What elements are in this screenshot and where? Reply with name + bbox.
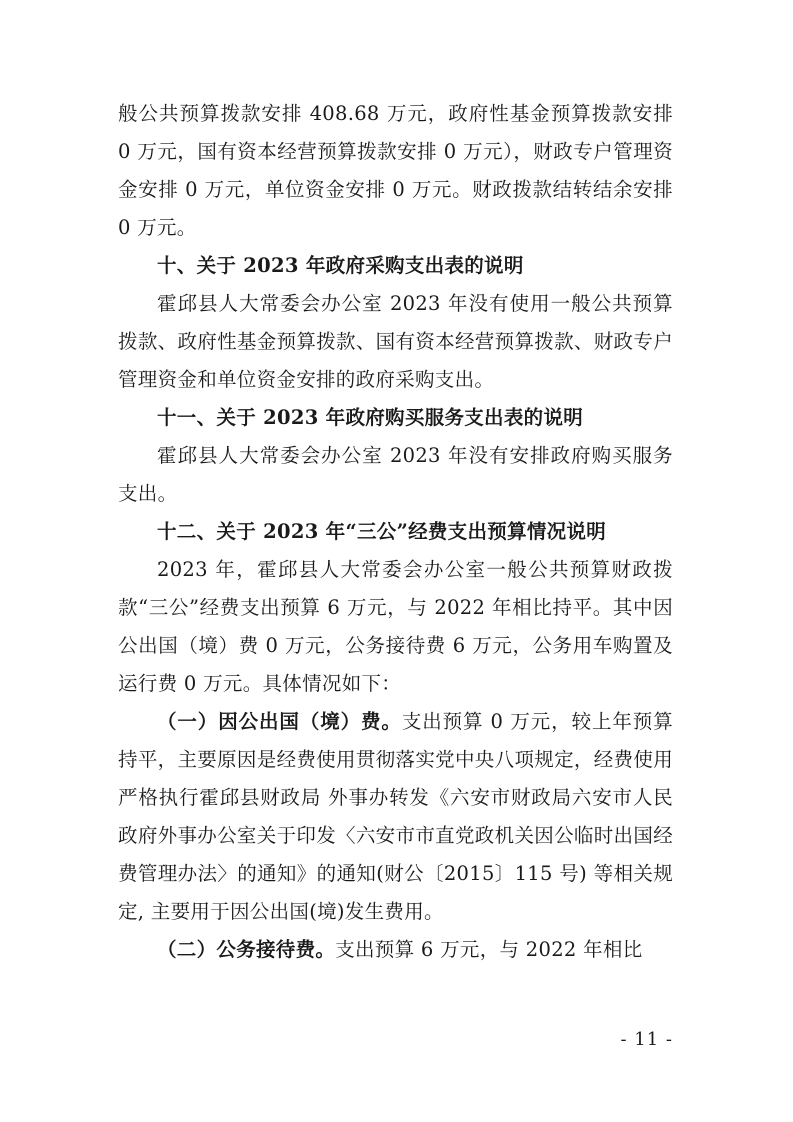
document-body (118, 95, 673, 969)
subsection-two-lead: （二）公务接待费。 (157, 938, 336, 961)
subsection-two-text: 支出预算 6 万元，与 2022 年相比 (335, 938, 643, 961)
subsection-one-lead: （一）因公出国（境）费。 (157, 710, 402, 733)
page-number: - 11 - (620, 1029, 673, 1050)
paragraph-subsection-one (118, 703, 673, 931)
paragraph-section-ten: 霍邱县人大常委会办公室 2023 年没有使用一般公共预算拨款、政府性基金预算拨款、国有资本经营预算拨款、财政专户管理资金和单位资金安排的政府采购支出。 (118, 292, 673, 391)
paragraph-section-eleven: 霍邱县人大常委会办公室 2023 年没有安排政府购买服务支出。 (118, 444, 673, 505)
paragraph-continued: 般公共预算拨款安排 408.68 万元，政府性基金预算拨款安排 0 万元，国有资本经营预算拨款安排 0 万元），财政专户管理资金安排 0 万元，单位资金安排 0 万元。财政拨款结转结余安排 0 万元。 (118, 102, 673, 239)
subsection-one-text: 支出预算 0 万元，较上年预算持平，主要原因是经费使用贯彻落实党中央八项规定，经费使用严格执行霍邱县财政局 外事办转发《六安市财政局六安市人民政府外事办公室关于印发〈六安市市直党政机关因公临时出国经费管理办法〉的通知》的通知(财公〔2015〕115 号) 等相关规定, 主要用于因公出国(境)发生费用。 (118, 710, 673, 923)
paragraph-subsection-two (118, 931, 673, 969)
section-heading-eleven: 十一、关于 2023 年政府购买服务支出表的说明 (157, 406, 584, 429)
paragraph-section-twelve: 2023 年，霍邱县人大常委会办公室一般公共预算财政拨款“三公”经费支出预算 6 万元，与 2022 年相比持平。其中因公出国（境）费 0 万元，公务接待费 6 万元，公务用车购置及运行费 0 万元。具体情况如下： (118, 558, 673, 695)
section-heading-twelve: 十二、关于 2023 年“三公”经费支出预算情况说明 (157, 520, 607, 543)
section-heading-ten: 十、关于 2023 年政府采购支出表的说明 (157, 254, 524, 277)
